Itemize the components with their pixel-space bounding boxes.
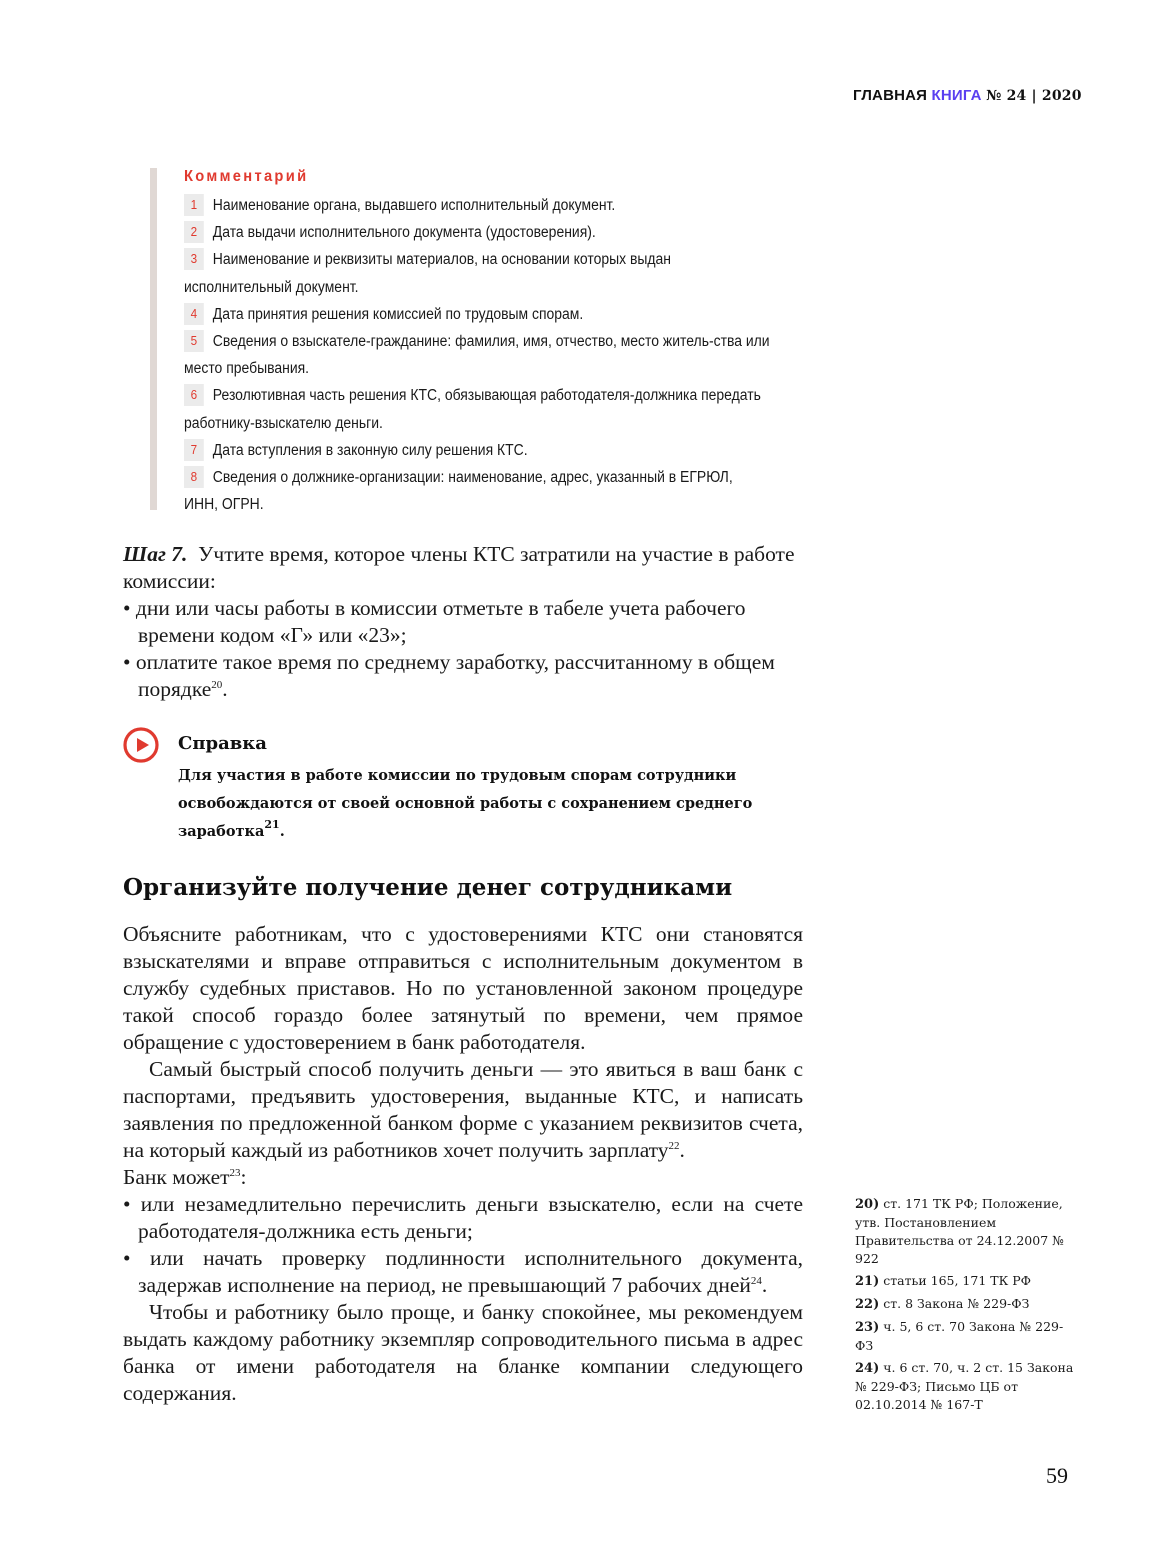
comment-item <box>184 328 796 382</box>
comment-title: Комментарий <box>184 168 309 185</box>
paragraph: Объясните работникам, что с удостоверениями КТС они становятся взыскателями и вправе отправиться с исполнительным документом в службу судебных приставов. Но по установленной законом процедуре такой способ гораздо более затянутый по времени, чем прямое обращение с удостоверением в банк работодателя. <box>123 922 803 1054</box>
footnote: 20) ст. 171 ТК РФ; Положение, утв. Постановлением Правительства от 24.12.2007 № 922 <box>855 1196 1064 1266</box>
comment-item <box>184 219 814 246</box>
item-text: Дата принятия решения комиссией по трудовым спорам. <box>212 305 584 323</box>
footnote: 21) статьи 165, 171 ТК РФ <box>855 1273 1032 1289</box>
page-header <box>853 87 1082 104</box>
item-number-badge: 3 <box>184 248 204 270</box>
comment-item <box>184 301 814 328</box>
item-number-badge: 6 <box>184 384 204 406</box>
step-text: Учтите время, которое члены КТС затратили на участие в работе комиссии: <box>123 542 795 593</box>
step-bullet: • дни или часы работы в комиссии отметьте в табеле учета рабочего времени кодом «Г» или «23»; <box>123 596 746 647</box>
issue-number: № 24 | 2020 <box>986 88 1082 104</box>
brand-part2: КНИГА <box>931 87 982 104</box>
note-text: Для участия в работе комиссии по трудовым спорам сотрудники освобождаются от своей основной работы с сохранением среднего заработка$^{21}$. <box>178 767 753 840</box>
comment-item <box>184 192 814 219</box>
comment-box <box>150 168 817 514</box>
item-number-badge: 5 <box>184 330 204 352</box>
item-text: Наименование органа, выдавшего исполнительный документ. <box>212 197 616 214</box>
footnote-ref[interactable]: 24 <box>750 1275 762 1287</box>
comment-item <box>184 437 814 464</box>
step-7 <box>123 541 803 703</box>
item-text: Дата выдачи исполнительного документа (удостоверения). <box>212 224 596 242</box>
play-circle-icon <box>123 727 159 763</box>
footnote-ref[interactable]: 21 <box>264 818 280 831</box>
footnote: 23) ч. 5, 6 ст. 70 Закона № 229-ФЗ <box>855 1319 1064 1353</box>
step-intro <box>123 541 803 595</box>
item-number-badge: 1 <box>184 194 204 216</box>
item-text: Наименование и реквизиты материалов, на основании которых выдан исполнительный документ. <box>184 251 671 296</box>
step-label: Шаг 7. <box>123 542 188 566</box>
item-text: Сведения о должнике-организации: наименование, адрес, указанный в ЕГРЮЛ, ИНН, ОГРН. <box>184 469 733 514</box>
footnote: 22) ст. 8 Закона № 229-ФЗ <box>855 1296 1030 1312</box>
item-number-badge: 4 <box>184 303 204 325</box>
item-number-badge: 7 <box>184 439 204 461</box>
comment-item <box>184 464 742 518</box>
section-body <box>123 921 803 1407</box>
item-text: Дата вступления в законную силу решения КТС. <box>212 441 528 459</box>
page-number: 59 <box>1046 1463 1068 1488</box>
comment-list <box>184 192 814 518</box>
item-number-badge: 2 <box>184 221 204 243</box>
step-bullet: • оплатите такое время по среднему заработку, рассчитанному в общем порядке$^{20}$. <box>123 650 775 701</box>
section-title: Организуйте получение денег сотрудниками <box>123 874 733 901</box>
paragraph: Банк может$^{23}$: <box>123 1165 247 1189</box>
footnote-ref[interactable]: 23 <box>229 1167 241 1179</box>
footnote-ref[interactable]: 22 <box>668 1140 680 1152</box>
note-title: Справка <box>178 733 267 754</box>
footnotes <box>855 1195 1080 1418</box>
comment-item <box>184 246 733 300</box>
footnote-ref[interactable]: 20 <box>211 679 223 691</box>
footnote: 24) ч. 6 ст. 70, ч. 2 ст. 15 Закона № 229-ФЗ; Письмо ЦБ от 02.10.2014 № 167-Т <box>855 1360 1074 1412</box>
paragraph: Чтобы и работнику было проще, и банку спокойнее, мы рекомендуем выдать каждому работнику экземпляр сопроводительного письма в адрес банка от имени работодателя на бланке компании следующего содержания. <box>123 1300 803 1405</box>
item-text: Резолютивная часть решения КТС, обязывающая работодателя-должника передать работнику-взыскателю деньги. <box>184 387 761 432</box>
bank-option-bullet: • или начать проверку подлинности исполнительного документа, задержав исполнение на период, не превышающий 7 рабочих дней$^{24}$. <box>123 1246 803 1297</box>
item-number-badge: 8 <box>184 466 204 488</box>
item-text: Сведения о взыскателе-гражданине: фамилия, имя, отчество, место житель-ства или место пребывания. <box>184 333 770 378</box>
comment-item <box>184 382 778 436</box>
paragraph: Самый быстрый способ получить деньги — это явиться в ваш банк с паспортами, предъявить удостоверения, выданные КТС, и написать заявления по предложенной банком форме с указанием реквизитов счета, на который каждый из работников хочет получить зарплату$^{22}$. <box>123 1057 803 1162</box>
bank-option-bullet: • или незамедлительно перечислить деньги взыскателю, если на счете работодателя-должника есть деньги; <box>123 1192 803 1243</box>
brand-part1: ГЛАВНАЯ <box>853 87 928 104</box>
